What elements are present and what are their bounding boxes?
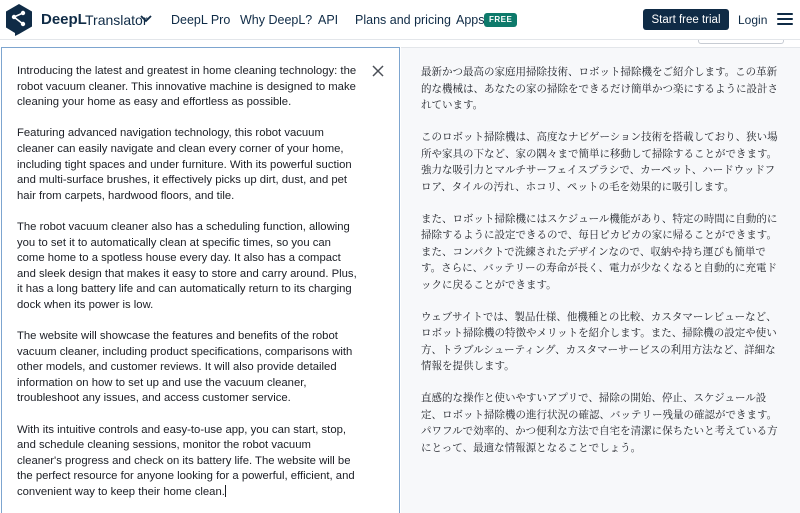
- deepl-logo-icon[interactable]: [4, 3, 34, 37]
- source-text-panel[interactable]: [1, 47, 400, 513]
- brand-name[interactable]: DeepL: [41, 11, 87, 28]
- hamburger-menu-icon[interactable]: [777, 13, 793, 25]
- nav-deepl-pro[interactable]: DeepL Pro: [171, 13, 231, 27]
- top-navigation-bar: [0, 0, 800, 40]
- start-free-trial-button[interactable]: Start free trial: [643, 9, 729, 30]
- header-dropdown-edge: [698, 40, 784, 44]
- source-paragraph: Introducing the latest and greatest in home cleaning technology: the robot vacuum cleaner. This innovative machine is designed to make cleaning your home as easy and effortless as possible.: [17, 65, 357, 109]
- nav-why-deepl[interactable]: Why DeepL?: [240, 13, 313, 27]
- source-paragraph: The website will showcase the features and benefits of the robot vacuum cleaner, including product specifications, comparisons with other models, and customer reviews. It will also provide detailed information on how to set up and use the vacuum cleaner, troubleshoot any issues, and access customer service.: [17, 330, 353, 405]
- nav-plans-pricing[interactable]: Plans and pricing: [355, 13, 451, 27]
- translation-paragraph: ウェブサイトでは、製品仕様、他機種との比較、カスタマーレビューなど、ロボット掃除機の特徴やメリットを紹介します。また、掃除機の設定や使い方、トラブルシューティング、カスタマーサービスの利用方法など、詳細な情報を提供します。: [421, 310, 777, 373]
- source-paragraph: The robot vacuum cleaner also has a scheduling function, allowing you to set it to automatically clean at specific times, so you can come home to a spotless house every day. It also has a compact and sleek design that makes it easy to store and carry around. Plus, it has a long battery life and can automatically return to its charging dock when its power is low.: [17, 220, 357, 311]
- translation-paragraph: また、ロボット掃除機にはスケジュール機能があり、特定の時間に自動的に掃除するように設定できるので、毎日ピカピカの家に帰ることができます。また、コンパクトで洗練されたデザインなので、収納や持ち運びも簡単です。さらに、バッテリーの寿命が長く、電力が少なくなると自動的に充電ドックに戻ることができます。: [421, 212, 778, 291]
- nav-api[interactable]: API: [318, 13, 339, 27]
- free-badge: FREE: [484, 13, 517, 27]
- translation-output[interactable]: [421, 64, 783, 472]
- chevron-down-icon[interactable]: [140, 14, 152, 24]
- source-textarea[interactable]: [17, 64, 357, 513]
- translation-paragraph: このロボット掃除機は、高度なナビゲーション技術を搭載しており、狭い場所や家具の下など、家の隅々まで簡単に移動して掃除することができます。強力な吸引力とマルチサーフェイスブラシで、カーペット、ハードウッドフロア、タイルの汚れ、ホコリ、ペットの毛を効果的に吸引します。: [421, 130, 778, 193]
- translation-panel: [401, 47, 800, 513]
- close-icon[interactable]: [371, 64, 385, 78]
- source-paragraph-last: [17, 423, 357, 501]
- source-paragraph: Featuring advanced navigation technology, this robot vacuum cleaner can easily navigate and clean every corner of your home, including tight spaces and under furniture. With its powerful suction and multi-surface brushes, it effectively picks up dirt, dust, and pet hair from carpets, hardwood floors, and tile.: [17, 127, 352, 202]
- translation-paragraph: 最新かつ最高の家庭用掃除技術、ロボット掃除機をご紹介します。この革新的な機械は、あなたの家の掃除をできるだけ簡単かつ楽にするように設計されています。: [421, 66, 778, 112]
- login-link[interactable]: Login: [738, 13, 768, 27]
- product-selector[interactable]: Translator: [85, 12, 148, 28]
- nav-apps[interactable]: Apps: [456, 13, 485, 27]
- translation-paragraph: 直感的な操作と使いやすいアプリで、掃除の開始、停止、スケジュール設定、ロボット掃除機の進行状況の確認、バッテリー残量の確認ができます。パワフルで効率的、かつ便利な方法で自宅を清潔に保ちたいと考えている方にとって、最適な情報源となることでしょう。: [421, 392, 778, 455]
- text-cursor: [225, 485, 226, 497]
- source-paragraph-text: With its intuitive controls and easy-to-use app, you can start, stop, and schedule cleaning sessions, monitor the robot vacuum cleaner's progress and check on its battery life. The website will be the perfect resource for anyone looking for a powerful, efficient, and convenient way to keep their home clean.: [17, 423, 355, 499]
